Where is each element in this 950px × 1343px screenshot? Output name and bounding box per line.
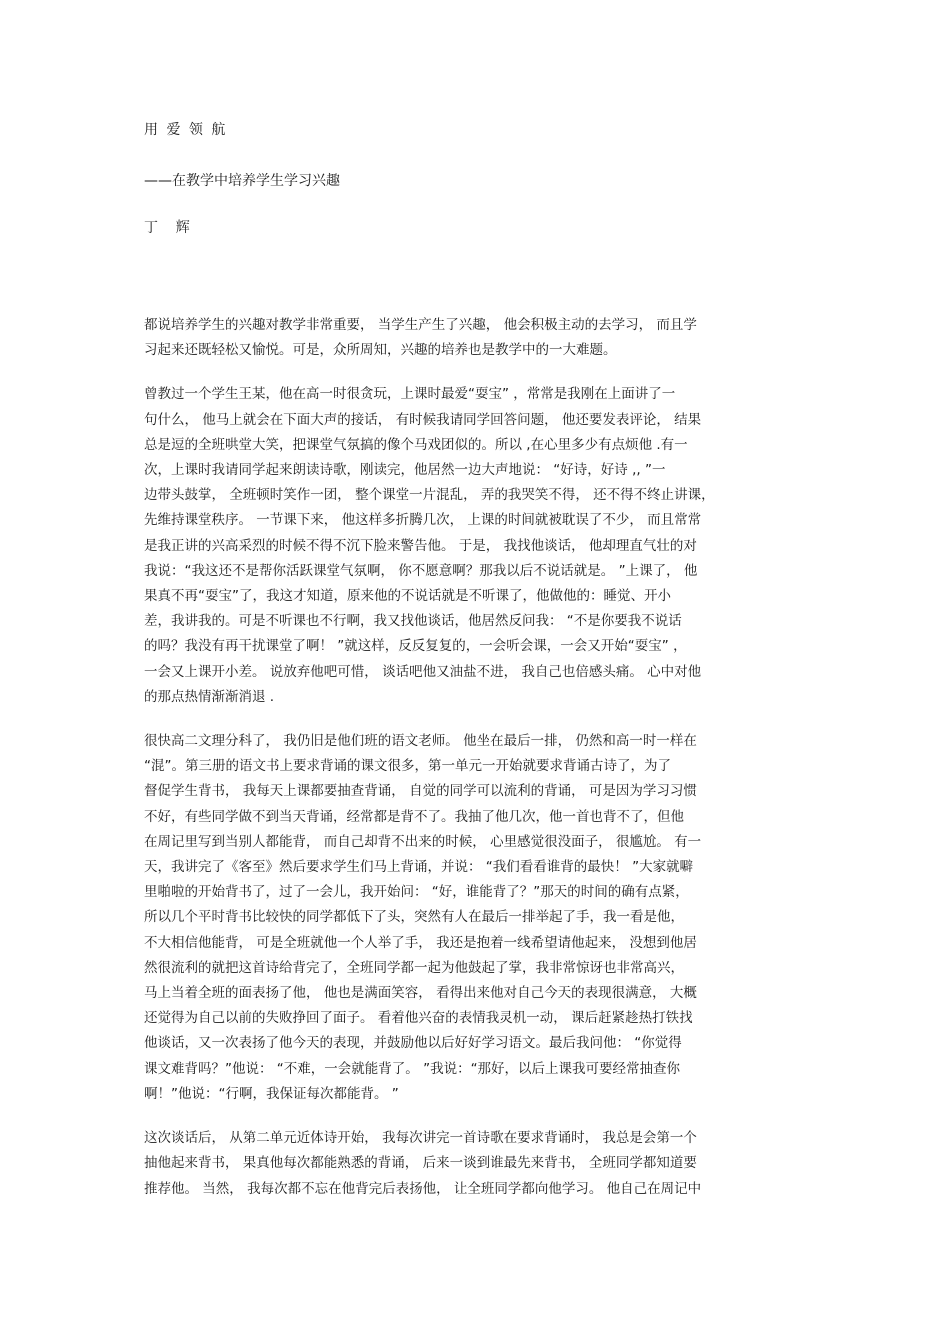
paragraph-3: 很快高二文理分科了， 我仍旧是他们班的语文老师。 他坐在最后一排， 仍然和高一时一样在 “混”。第三册的语文书上要求背诵的课文很多，第一单元一开始就要求背诵古诗了，为了 督促学生背书， 我每天上课都要抽查背诵， 自觉的同学可以流利的背诵， 可是因为学习习惯 不好，有些同学做不到当天背诵，经常都是背不了。我抽了他几次，他一首也背不了，但他 在周记里写到当别人都能背， 而自己却背不出来的时候， 心里感觉很没面子， 很尴尬。 有一 天，我讲完了《客至》然后要求学生们马上背诵，并说： “我们看看谁背的最快！ ”大家就噼 里啪啦的开始背书了，过了一会儿，我开始问： “好，谁能背了？”那天的时间的确有点紧， 所以几个平时背书比较快的同学都低下了头，突然有人在最后一排举起了手，我一看是他， 不大相信他能背， 可是全班就他一个人举了手， 我还是抱着一线希望请他起来， 没想到他居 然很流利的就把这首诗给背完了，全班同学都一起为他鼓起了掌，我非常惊讶也非常高兴， 马上当着全班的面表扬了他， 他也是满面笑容， 看得出来他对自己今天的表现很满意， 大概 还觉得为自己以前的失败挣回了面子。 看着他兴奋的表情我灵机一动， 课后赶紧趁热打铁找 他谈话，又一次表扬了他今天的表现，并鼓励他以后好好学习语文。最后我问他： “你觉得 课文难背吗？”他说： “不难，一会就能背了。 ”我说：“那好，以后上课我可要经常抽查你 啊！”他说：“行啊，我保证每次都能背。 ” <box>144 733 702 1102</box>
author-name: 丁 辉 <box>144 220 190 236</box>
document-subtitle: ——在教学中培养学生学习兴趣 <box>144 173 340 189</box>
paragraph-4: 这次谈话后， 从第二单元近体诗开始， 我每次讲完一首诗歌在要求背诵时， 我总是会第一个 抽他起来背书， 果真他每次都能熟悉的背诵， 后来一谈到谁最先来背书， 全班同学都知道要 推荐他。 当然， 我每次都不忘在他背完后表扬他， 让全班同学都向他学习。 他自己在周记中 <box>144 1130 702 1197</box>
document-body <box>144 313 812 1221</box>
paragraph-1: 都说培养学生的兴趣对教学非常重要， 当学生产生了兴趣， 他会积极主动的去学习， 而且学 习起来还既轻松又愉悦。可是，众所周知，兴趣的培养也是教学中的一大难题。 <box>144 317 697 359</box>
document-title: 用 爱 领 航 <box>144 122 228 138</box>
paragraph-2: 曾教过一个学生王某，他在高一时很贪玩，上课时最爱“耍宝” ，常常是我刚在上面讲了一 句什么， 他马上就会在下面大声的接话， 有时候我请同学回答问题， 他还要发表评论， 结果 总是逗的全班哄堂大笑，把课堂气氛搞的像个马戏团似的。所以 ,在心里多少有点烦他 .有一 次，上课时我请同学起来朗读诗歌，刚读完，他居然一边大声地说： “好诗，好诗 ,, ”一 边带头鼓掌， 全班顿时笑作一团， 整个课堂一片混乱， 弄的我哭笑不得， 还不得不终止讲课， 先维持课堂秩序。 一节课下来， 他这样多折腾几次， 上课的时间就被耽误了不少， 而且常常 是我正讲的兴高采烈的时候不得不沉下脸来警告他。 于是， 我找他谈话， 他却理直气壮的对 我说：“我这还不是帮你活跃课堂气氛啊， 你不愿意啊？那我以后不说话就是。 ”上课了， 他 果真不再“耍宝”了，我这才知道，原来他的不说话就是不听课了，他做他的：睡觉、开小 差，我讲我的。可是不听课也不行啊，我又找他谈话，他居然反问我： “不是你要我不说话 的吗？我没有再干扰课堂了啊！ ”就这样，反反复复的，一会听会课，一会又开始“耍宝” ， 一会又上课开小差。 说放弃他吧可惜， 谈话吧他又油盐不进， 我自己也倍感头痛。 心中对他 的那点热情渐渐消退 . <box>144 386 715 705</box>
